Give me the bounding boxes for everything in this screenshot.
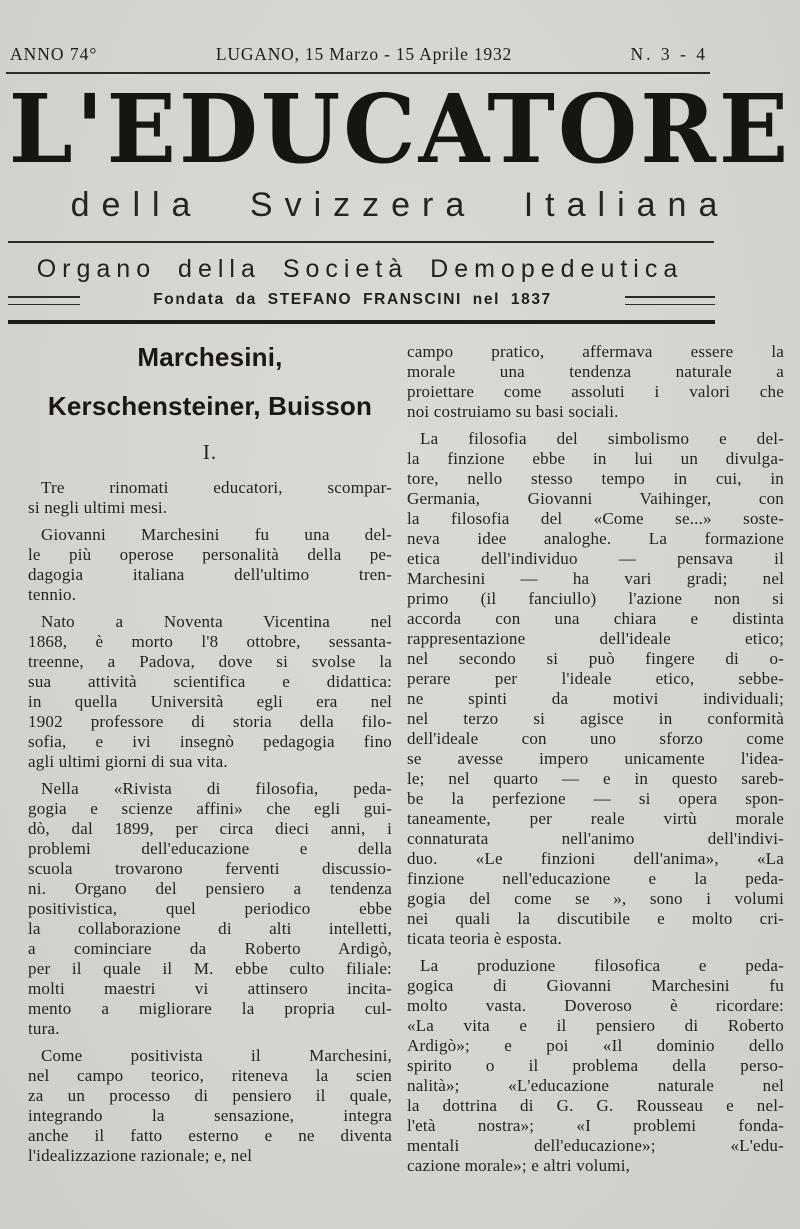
text-line: nalità»; «L'educazione naturale nel: [407, 1076, 784, 1095]
masthead-title: L'EDUCATORE: [8, 74, 792, 186]
paragraph: [28, 1046, 392, 1166]
text-line: duo. «Le finzioni dell'anima», «La: [407, 849, 784, 868]
double-rule-right: [625, 296, 715, 305]
text-line: sofia, e ivi insegnò pedagogia fino: [28, 732, 392, 751]
text-line: «La vita e il pensiero di Roberto: [407, 1016, 784, 1035]
masthead: [0, 0, 800, 324]
text-line: problemi dell'educazione e della: [28, 839, 392, 858]
text-line: finzione nell'educazione e la peda-: [407, 869, 784, 888]
text-line: ne spinti da motivi individuali;: [407, 689, 784, 708]
text-line: dagogia italiana dell'ultimo tren-: [28, 565, 392, 584]
text-line: noi costruiamo su basi sociali.: [407, 402, 619, 421]
text-line: sua attività scientifica e didattica:: [28, 672, 392, 691]
text-line: molto vasta. Doveroso è ricordare:: [407, 996, 784, 1015]
issue-info-row: [0, 0, 800, 65]
text-line: campo pratico, affermava essere la: [407, 342, 784, 361]
text-line: nel campo teorico, riteneva la scien: [28, 1066, 392, 1085]
text-line: za un processo di pensiero il quale,: [28, 1086, 392, 1105]
text-line: agli ultimi giorni di sua vita.: [28, 752, 228, 771]
masthead-subtitle: della Svizzera Italiana: [70, 186, 730, 224]
text-line: Tre rinomati educatori, scompar-: [41, 478, 392, 497]
text-line: rappresentazione dell'ideale etico;: [407, 629, 784, 648]
text-line: si negli ultimi mesi.: [28, 498, 168, 517]
text-line: Ardigò»; e poi «Il dominio dello: [407, 1036, 784, 1055]
text-line: ticata teoria è esposta.: [407, 929, 562, 948]
issue-number: N. 3 - 4: [630, 44, 708, 64]
text-line: Marchesini — ha vari gradi; nel: [407, 569, 784, 588]
text-line: be la perfezione — si opera spon-: [407, 789, 784, 808]
article-text-right: [407, 342, 784, 1176]
text-line: accorda con una chiara e distinta: [407, 609, 784, 628]
text-line: mento a migliorare la propria cul-: [28, 999, 392, 1018]
text-line: treenne, a Padova, dove si svolse la: [28, 652, 392, 671]
text-line: gogia e scienze affini» che egli gui-: [28, 799, 392, 818]
text-line: 1902 professore di storia della filo-: [28, 712, 392, 731]
paragraph: [28, 779, 392, 1039]
text-line: Nato a Noventa Vicentina nel: [41, 612, 392, 631]
organ-line: Organo della Società Demopedeutica: [36, 255, 684, 283]
header-divider-mid: [8, 241, 714, 243]
text-line: ni. Organo del pensiero a tendenza: [28, 879, 392, 898]
text-line: la collaborazione di alti intelletti,: [28, 919, 392, 938]
paragraph: [407, 429, 784, 949]
text-line: nel terzo si agisce in conformità: [407, 709, 784, 728]
text-line: in quella Università egli era nel: [28, 692, 392, 711]
paragraph: [28, 478, 392, 518]
text-line: le più operose personalità della pe-: [28, 545, 392, 564]
text-line: la dottrina di G. G. Rousseau e nel-: [407, 1096, 784, 1115]
section-numeral: I.: [202, 440, 218, 464]
double-rule-left: [8, 296, 80, 305]
text-line: etica dell'individuo — pensava il: [407, 549, 784, 568]
issue-date: LUGANO, 15 Marzo - 15 Aprile 1932: [215, 44, 513, 64]
text-line: molti maestri vi attinsero incita-: [28, 979, 392, 998]
text-line: tura.: [28, 1019, 60, 1038]
text-line: gogia del come se », sono i volumi: [407, 889, 784, 908]
paragraph: [28, 525, 392, 605]
text-line: connaturata nell'animo dell'indivi-: [407, 829, 784, 848]
left-column: [28, 342, 392, 1183]
text-line: gogica di Giovanni Marchesini fu: [407, 976, 784, 995]
text-line: per il quale il M. ebbe culto filiale:: [28, 959, 392, 978]
header-divider-top: [6, 72, 710, 74]
text-line: Nella «Rivista di filosofia, peda-: [41, 779, 392, 798]
text-line: integrando la sensazione, integra: [28, 1106, 392, 1125]
text-line: tennio.: [28, 585, 77, 604]
text-line: Come positivista il Marchesini,: [41, 1046, 392, 1065]
text-line: positivistica, quel periodico ebbe: [28, 899, 392, 918]
article-title-line2: Kerschensteiner, Buisson: [47, 391, 373, 421]
text-line: l'idealizzazione razionale; e, nel: [28, 1146, 253, 1165]
text-line: mentali dell'educazione»; «L'edu-: [407, 1136, 784, 1155]
text-line: Giovanni Marchesini fu una del-: [41, 525, 392, 544]
paragraph: [407, 956, 784, 1176]
text-line: anche il fatto esterno e ne diventa: [28, 1126, 392, 1145]
text-line: dò, dal 1899, per circa dieci anni, i: [28, 819, 392, 838]
text-line: dell'ideale con uno sforzo come: [407, 729, 784, 748]
paragraph: [28, 612, 392, 772]
article-body: [0, 324, 800, 1183]
text-line: proiettare come assoluti i valori che: [407, 382, 784, 401]
text-line: 1868, è morto l'8 ottobre, sessanta-: [28, 632, 392, 651]
text-line: le; nel quarto — e in questo sareb-: [407, 769, 784, 788]
text-line: la filosofia del «Come se...» soste-: [407, 509, 784, 528]
text-line: nel secondo si può fingere di o-: [407, 649, 784, 668]
text-line: Germania, Giovanni Vaihinger, con: [407, 489, 784, 508]
text-line: l'età nostra»; «I problemi fonda-: [407, 1116, 784, 1135]
text-line: cazione morale»; e altri volumi,: [407, 1156, 631, 1175]
article-title: [28, 344, 392, 419]
anno-label: ANNO 74°: [10, 44, 98, 64]
text-line: neva idee analoghe. La formazione: [407, 529, 784, 548]
paragraph: [407, 342, 784, 422]
text-line: tore, nello stesso tempo in cui, in: [407, 469, 784, 488]
founded-line: Fondata da STEFANO FRANSCINI nel 1837: [153, 291, 552, 308]
text-line: scuola trovarono ferventi discussio-: [28, 859, 392, 878]
text-line: se avesse impero unicamente l'idea-: [407, 749, 784, 768]
text-line: La produzione filosofica e peda-: [420, 956, 784, 975]
text-line: spirito o il problema della perso-: [407, 1056, 784, 1075]
text-line: a cominciare da Roberto Ardigò,: [28, 939, 392, 958]
text-line: nei quali la discutibile e molto cri-: [407, 909, 784, 928]
text-line: perare per l'ideale etico, sebbe-: [407, 669, 784, 688]
founded-row: [8, 291, 715, 309]
article-text-left: [28, 478, 392, 1166]
text-line: La filosofia del simbolismo e del-: [420, 429, 784, 448]
text-line: taneamente, per reale virtù morale: [407, 809, 784, 828]
right-column: [407, 342, 784, 1183]
text-line: la finzione ebbe in lui un divulga-: [407, 449, 784, 468]
article-title-line1: Marchesini,: [137, 342, 283, 372]
text-line: primo (il fanciullo) l'azione non si: [407, 589, 784, 608]
text-line: morale una tendenza naturale a: [407, 362, 784, 381]
